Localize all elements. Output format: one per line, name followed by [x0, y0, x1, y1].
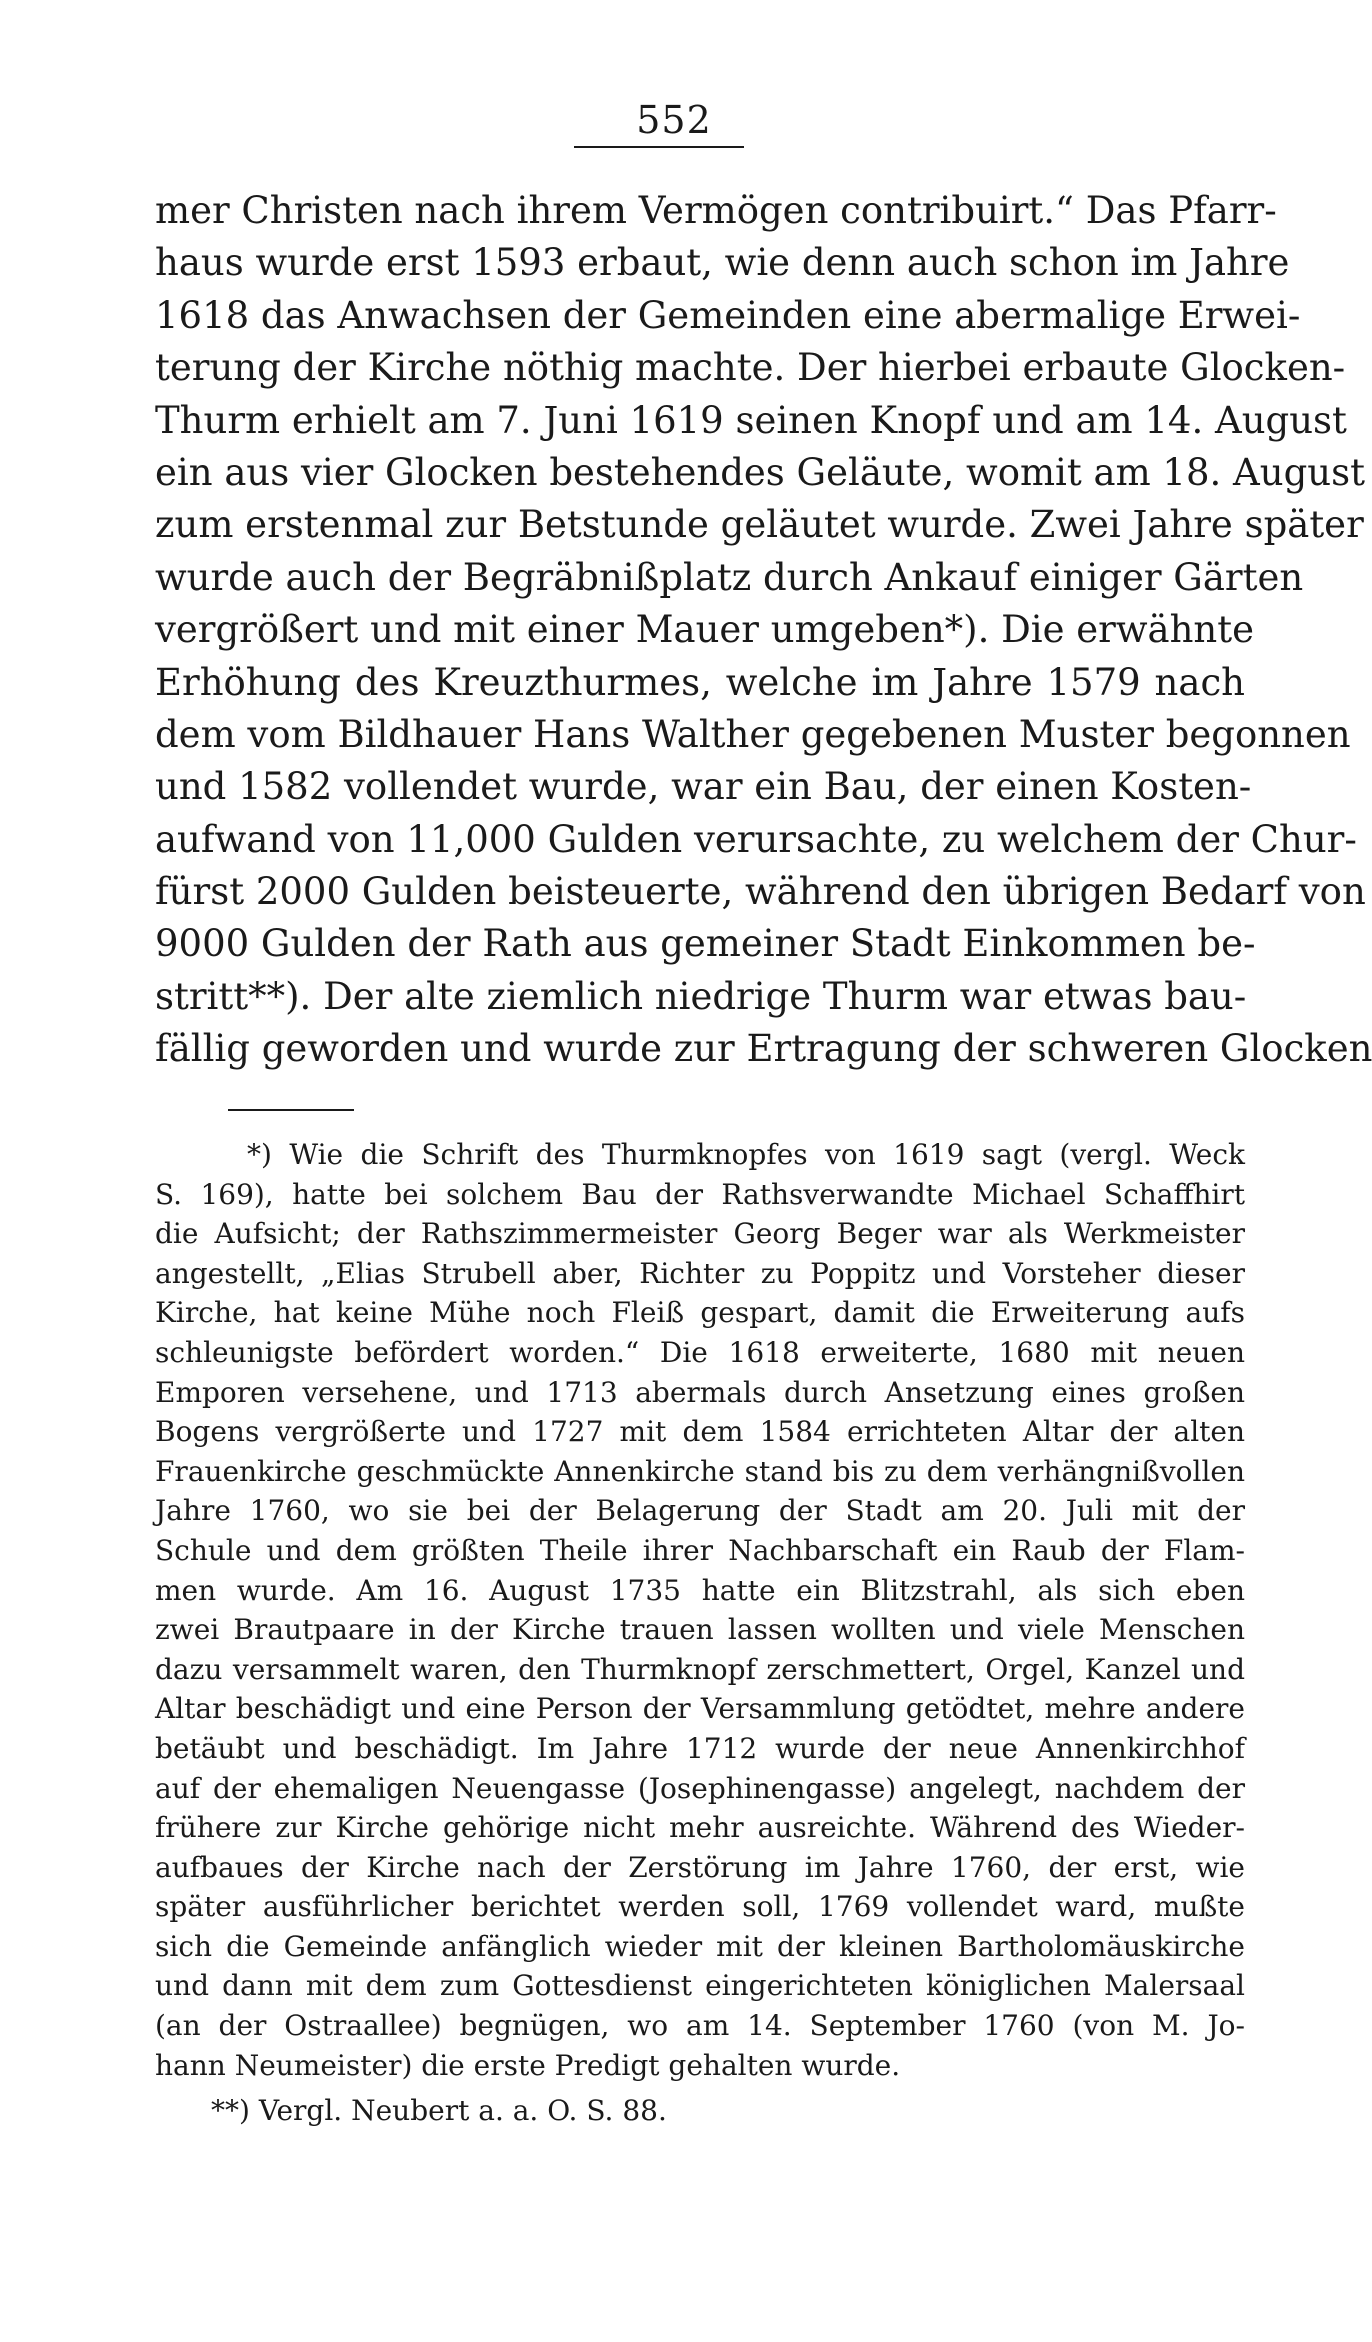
- main-text-line: Thurm erhielt am 7. Juni 1619 seinen Knopf und am 14. August: [155, 398, 1347, 442]
- footnote-line: frühere zur Kirche gehörige nicht mehr ausreichte. Während des Wieder-: [155, 1811, 1245, 1845]
- footnote-separator: [228, 1109, 354, 1111]
- main-text-line: fürst 2000 Gulden beisteuerte, während den übrigen Bedarf von: [155, 870, 1366, 914]
- footnote-line: zwei Brautpaare in der Kirche trauen lassen wollten und viele Menschen: [155, 1613, 1245, 1647]
- footnote-line: betäubt und beschädigt. Im Jahre 1712 wurde der neue Annenkirchhof: [155, 1731, 1245, 1765]
- main-text-line: dem vom Bildhauer Hans Walther gegebenen Muster begonnen: [155, 712, 1351, 756]
- footnote-reference: **) Vergl. Neubert a. a. O. S. 88.: [211, 2094, 667, 2128]
- main-text-line: wurde auch der Begräbnißplatz durch Ankauf einiger Gärten: [155, 555, 1304, 599]
- footnote-line: schleunigste befördert worden.“ Die 1618 erweiterte, 1680 mit neuen: [155, 1335, 1245, 1369]
- footnote-line: später ausführlicher berichtet werden soll, 1769 vollendet ward, mußte: [155, 1890, 1245, 1924]
- footnote-line: hann Neumeister) die erste Predigt gehalten wurde.: [155, 2048, 901, 2082]
- footnote-line: aufbaues der Kirche nach der Zerstörung im Jahre 1760, der erst, wie: [155, 1850, 1245, 1884]
- footnote-line: Altar beschädigt und eine Person der Versammlung getödtet, mehre andere: [155, 1692, 1245, 1726]
- footnote-line: sich die Gemeinde anfänglich wieder mit der kleinen Bartholomäuskirche: [155, 1929, 1245, 1963]
- footnote-line: Schule und dem größten Theile ihrer Nachbarschaft ein Raub der Flam-: [155, 1533, 1245, 1567]
- main-text-line: fällig geworden und wurde zur Ertragung der schweren Glocken: [155, 1027, 1372, 1071]
- main-text-line: haus wurde erst 1593 erbaut, wie denn auch schon im Jahre: [155, 241, 1290, 285]
- footnote-line: dazu versammelt waren, den Thurmknopf zerschmettert, Orgel, Kanzel und: [155, 1652, 1245, 1686]
- footnote-line: angestellt, „Elias Strubell aber, Richter zu Poppitz und Vorsteher dieser: [155, 1256, 1245, 1290]
- main-text-line: terung der Kirche nöthig machte. Der hierbei erbaute Glocken-: [155, 346, 1346, 390]
- footnote-line: Frauenkirche geschmückte Annenkirche stand bis zu dem verhängnißvollen: [155, 1454, 1245, 1488]
- footnote-line: *) Wie die Schrift des Thurmknopfes von 1619 sagt (vergl. Weck: [247, 1138, 1245, 1171]
- main-text-line: und 1582 vollendet wurde, war ein Bau, der einen Kosten-: [155, 765, 1252, 809]
- page-number: 552: [636, 98, 712, 142]
- footnote-line: (an der Ostraallee) begnügen, wo am 14. September 1760 (von M. Jo-: [155, 2009, 1245, 2043]
- page-number-rule: [574, 146, 744, 148]
- footnote-line: Emporen versehene, und 1713 abermals durch Ansetzung eines großen: [155, 1375, 1245, 1409]
- main-text-line: mer Christen nach ihrem Vermögen contribuirt.“ Das Pfarr-: [155, 189, 1277, 232]
- main-text-line: aufwand von 11,000 Gulden verursachte, zu welchem der Chur-: [155, 817, 1357, 861]
- footnote-line: und dann mit dem zum Gottesdienst eingerichteten königlichen Malersaal: [155, 1969, 1245, 2003]
- footnote-line: Jahre 1760, wo sie bei der Belagerung der Stadt am 20. Juli mit der: [155, 1494, 1245, 1528]
- main-text-line: stritt**). Der alte ziemlich niedrige Thurm war etwas bau-: [155, 974, 1247, 1018]
- footnote-line: Kirche, hat keine Mühe noch Fleiß gespart, damit die Erweiterung aufs: [155, 1296, 1245, 1330]
- footnotes: [155, 1135, 1245, 2131]
- main-text-line: ein aus vier Glocken bestehendes Geläute, womit am 18. August: [155, 450, 1365, 494]
- main-text: [155, 185, 1372, 1076]
- main-text-line: 9000 Gulden der Rath aus gemeiner Stadt Einkommen be-: [155, 922, 1256, 966]
- footnote-line: S. 169), hatte bei solchem Bau der Rathsverwandte Michael Schaffhirt: [155, 1177, 1245, 1211]
- footnote-line: auf der ehemaligen Neuengasse (Josephinengasse) angelegt, nachdem der: [155, 1771, 1245, 1805]
- main-text-line: 1618 das Anwachsen der Gemeinden eine abermalige Erwei-: [155, 293, 1301, 337]
- footnote-line: Bogens vergrößerte und 1727 mit dem 1584 errichteten Altar der alten: [155, 1415, 1245, 1449]
- main-text-line: zum erstenmal zur Betstunde geläutet wurde. Zwei Jahre später: [155, 503, 1364, 547]
- footnote-line: die Aufsicht; der Rathszimmermeister Georg Beger war als Werkmeister: [155, 1217, 1245, 1251]
- footnote-line: men wurde. Am 16. August 1735 hatte ein Blitzstrahl, als sich eben: [155, 1573, 1245, 1607]
- main-text-line: vergrößert und mit einer Mauer umgeben*). Die erwähnte: [155, 608, 1254, 652]
- main-text-line: Erhöhung des Kreuzthurmes, welche im Jahre 1579 nach: [155, 660, 1245, 704]
